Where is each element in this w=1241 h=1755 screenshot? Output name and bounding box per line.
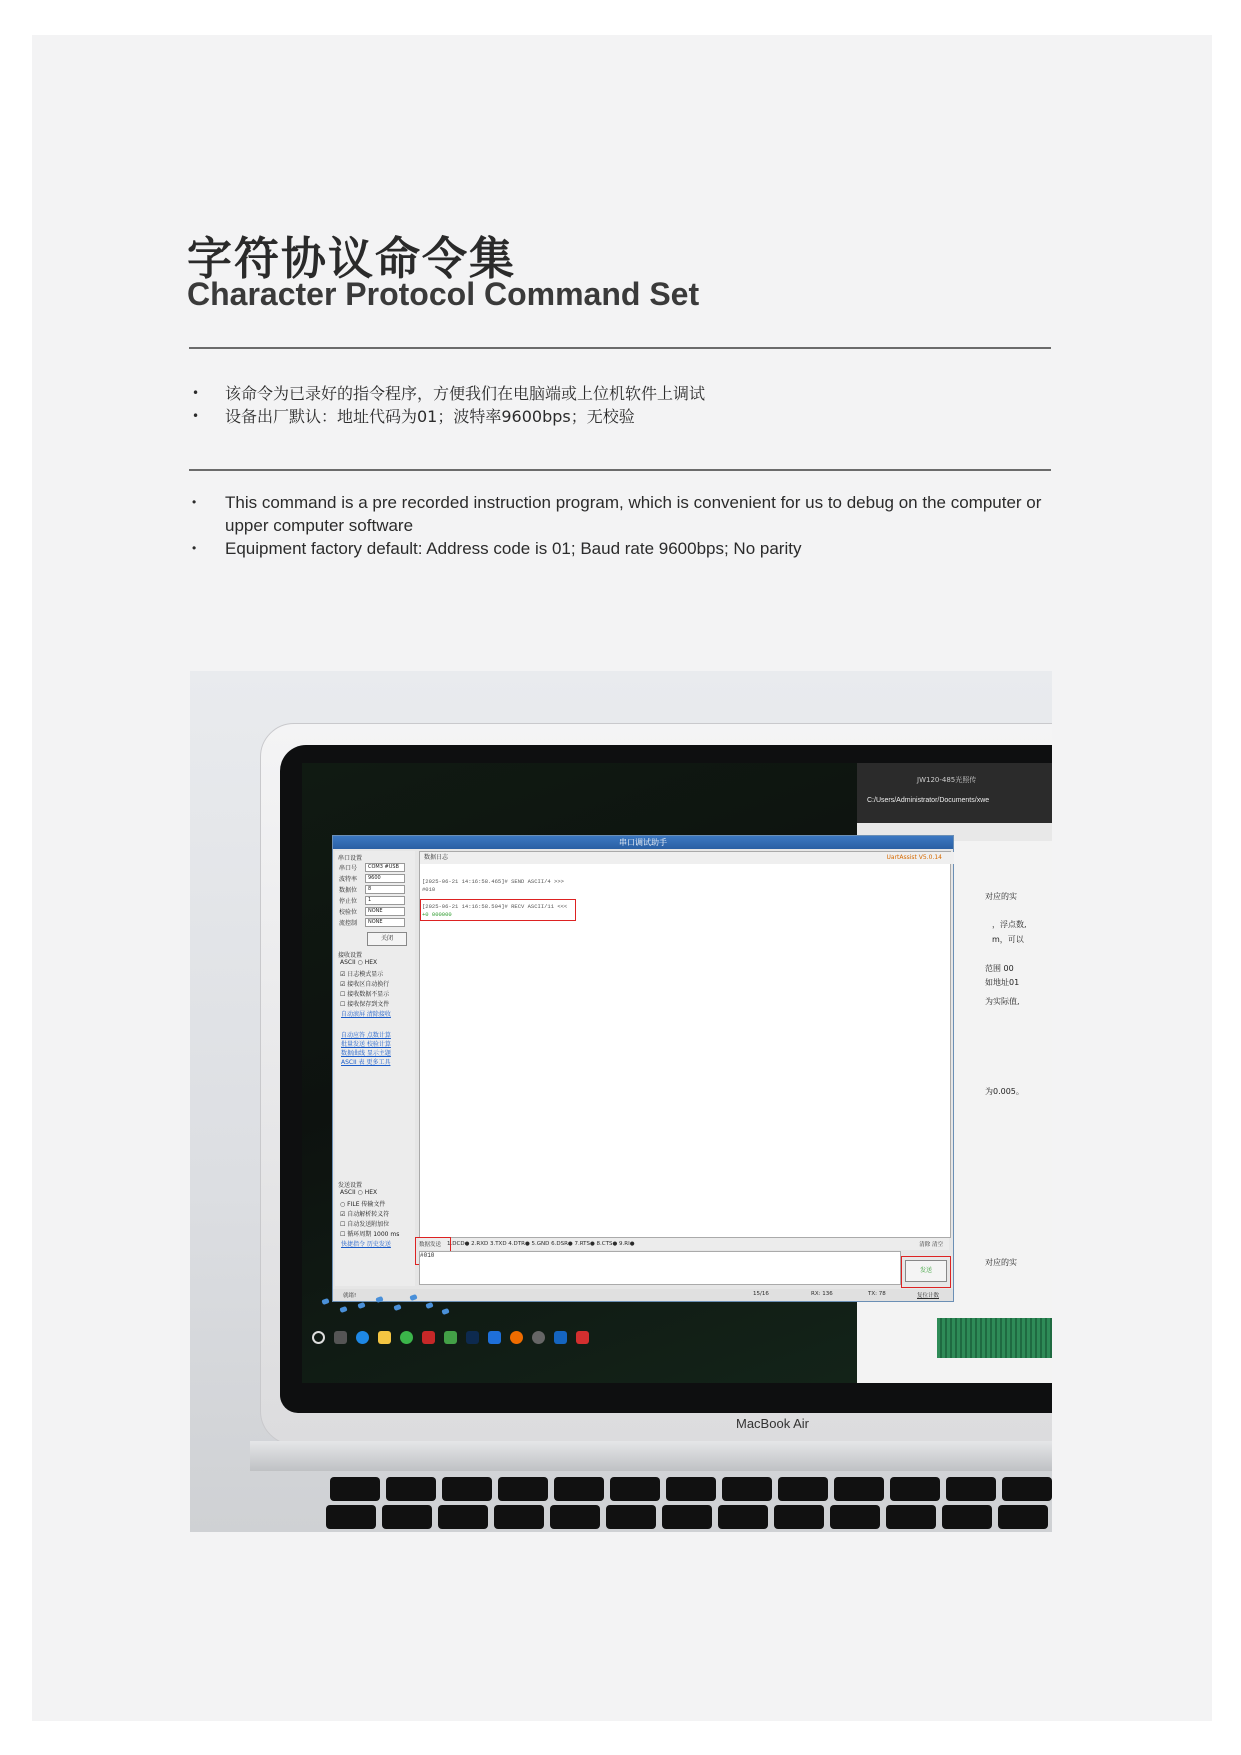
- settings-panel: [335, 851, 415, 1286]
- capcut-icon[interactable]: [422, 1331, 435, 1344]
- laptop-screen: [302, 763, 1052, 1383]
- bullet-item: • This command is a pre recorded instruction program, which is convenient for us to debug on the computer or upper computer software: [189, 491, 1051, 537]
- port-setting-row: [335, 917, 415, 928]
- highlight-box: [901, 1256, 951, 1288]
- doc-text: 对应的实: [985, 892, 1017, 901]
- status-count: 15/16: [753, 1291, 769, 1297]
- send-input[interactable]: #010: [419, 1251, 901, 1285]
- browser-titlebar: [857, 763, 1052, 823]
- laptop-keyboard: [330, 1477, 1052, 1532]
- setting-label: 波特率: [339, 876, 358, 883]
- setting-label: 停止位: [339, 898, 358, 905]
- doc-text: 如地址01: [985, 978, 1020, 987]
- setting-select[interactable]: 8: [365, 885, 405, 894]
- send-option[interactable]: ☐ 自动发送附加位: [340, 1221, 390, 1228]
- receive-links[interactable]: 自动滚屏 清除接收: [341, 1011, 391, 1018]
- receive-option[interactable]: ☑ 日志模式显示: [340, 971, 384, 978]
- divider-middle: [189, 469, 1051, 471]
- send-mode-radio[interactable]: ASCII ○ HEX: [340, 1189, 378, 1196]
- port-setting-row: [335, 862, 415, 873]
- send-option[interactable]: ☐ 循环周期 1000 ms: [340, 1231, 400, 1238]
- log-line: [2025-06-21 14:16:58.504]# RECV ASCII/11 <<<: [422, 903, 568, 910]
- tool-link[interactable]: 数据曲线 显示主题: [341, 1050, 391, 1057]
- setting-select[interactable]: 1: [365, 896, 405, 905]
- setting-label: 串口号: [339, 865, 358, 872]
- port-setting-row: [335, 884, 415, 895]
- desktop-icons: [314, 1293, 474, 1319]
- doc-text: 为实际值,: [985, 997, 1020, 1006]
- app-icon[interactable]: [554, 1331, 567, 1344]
- setting-label: 数据位: [339, 887, 358, 894]
- bullet-list-cn: [189, 382, 1051, 428]
- doc-text: 范围 00: [985, 964, 1014, 973]
- doc-text: 对应的实: [985, 1258, 1017, 1267]
- bullet-list-en: [189, 491, 1051, 560]
- port-setting-row: [335, 873, 415, 884]
- receive-settings-label: 接收设置: [338, 952, 363, 959]
- browser-tab-title: JW120-485光照传: [917, 776, 977, 784]
- highlight-box: [420, 899, 576, 921]
- send-option[interactable]: ○ FILE 传输文件: [340, 1201, 386, 1208]
- send-option[interactable]: ☑ 自动解析转义符: [340, 1211, 390, 1218]
- taskbar: [302, 1326, 692, 1348]
- audio-waveform: [937, 1318, 1052, 1358]
- send-settings-label: 发送设置: [338, 1182, 363, 1189]
- bullet-item: • 设备出厂默认：地址代码为01；波特率9600bps；无校验: [189, 405, 1051, 428]
- browser-url: C:/Users/Administrator/Documents/xwe: [867, 797, 990, 804]
- serial-assistant-window: [332, 835, 954, 1302]
- doc-text: 为0.005。: [985, 1087, 1024, 1096]
- status-ready: 就绪!: [343, 1293, 357, 1299]
- log-line: #010: [422, 886, 436, 893]
- receive-log-panel: [419, 851, 951, 1238]
- divider-top: [189, 347, 1051, 349]
- log-line: [2025-06-21 14:16:58.465]# SEND ASCII/4 >>>: [422, 878, 564, 885]
- receive-option[interactable]: ☐ 接收数据不显示: [340, 991, 390, 998]
- edge-icon[interactable]: [356, 1331, 369, 1344]
- port-setting-row: [335, 895, 415, 906]
- blender-icon[interactable]: [510, 1331, 523, 1344]
- receive-option[interactable]: ☐ 接收保存到文件: [340, 1001, 390, 1008]
- app-icon[interactable]: [488, 1331, 501, 1344]
- laptop-brand: MacBook Air: [736, 1416, 809, 1431]
- photoshop-icon[interactable]: [466, 1331, 479, 1344]
- status-rx: RX: 136: [811, 1291, 833, 1297]
- close-port-button[interactable]: 关闭: [367, 932, 407, 946]
- send-links[interactable]: 快捷指令 历史发送: [341, 1241, 391, 1248]
- receive-option[interactable]: ☑ 接收区自动换行: [340, 981, 390, 988]
- search-icon[interactable]: [312, 1331, 325, 1344]
- setting-select[interactable]: COM3 #USB: [365, 863, 405, 872]
- bullet-item: • 该命令为已录好的指令程序，方便我们在电脑端或上位机软件上调试: [189, 382, 1051, 405]
- send-label: 数据发送: [419, 1242, 442, 1248]
- reset-count-link[interactable]: 复位计数: [917, 1293, 940, 1299]
- doc-text: m，可以: [992, 935, 1024, 944]
- setting-select[interactable]: 9600: [365, 874, 405, 883]
- doc-text: ，浮点数,: [992, 920, 1027, 929]
- setting-label: 流控制: [339, 920, 358, 927]
- log-response: +0 000000: [422, 911, 452, 918]
- setting-select[interactable]: NONE: [365, 918, 405, 927]
- laptop-hinge: [250, 1441, 1052, 1471]
- tab-data-log[interactable]: 数据日志: [420, 852, 954, 864]
- laptop-photo: [190, 671, 1052, 1532]
- clear-buttons[interactable]: 清除 清空: [919, 1242, 943, 1248]
- tool-link[interactable]: 批量发送 校验计算: [341, 1041, 391, 1048]
- obs-icon[interactable]: [532, 1331, 545, 1344]
- port-settings-label: 串口设置: [338, 855, 363, 862]
- page-title-en: Character Protocol Command Set: [187, 276, 700, 312]
- page-title-cn: 字符协议命令集: [187, 232, 517, 285]
- serial-tool-icon[interactable]: [576, 1331, 589, 1344]
- tool-link[interactable]: 自动应答 点数计算: [341, 1032, 391, 1039]
- bullet-item: • Equipment factory default: Address code is 01; Baud rate 9600bps; No parity: [189, 537, 1051, 560]
- wechat-icon[interactable]: [400, 1331, 413, 1344]
- status-tx: TX: 78: [868, 1291, 886, 1297]
- tool-link[interactable]: ASCII 表 更多工具: [341, 1059, 391, 1066]
- spreadsheet-icon[interactable]: [444, 1331, 457, 1344]
- setting-label: 校验位: [339, 909, 358, 916]
- port-setting-row: [335, 906, 415, 917]
- folder-icon[interactable]: [378, 1331, 391, 1344]
- serial-pin-status: 1.DCD● 2.RXD 3.TXD 4.DTR● 5.GND 6.DSR● 7.RTS● 8.CTS● 9.RI●: [447, 1241, 635, 1247]
- app-version: UartAssist V5.0.14: [886, 854, 942, 861]
- send-toolbar: [419, 1238, 949, 1250]
- task-view-icon[interactable]: [334, 1331, 347, 1344]
- send-button[interactable]: 发送: [905, 1260, 947, 1282]
- setting-select[interactable]: NONE: [365, 907, 405, 916]
- window-title: 串口调试助手: [333, 836, 953, 849]
- receive-mode-radio[interactable]: ASCII ○ HEX: [340, 959, 378, 966]
